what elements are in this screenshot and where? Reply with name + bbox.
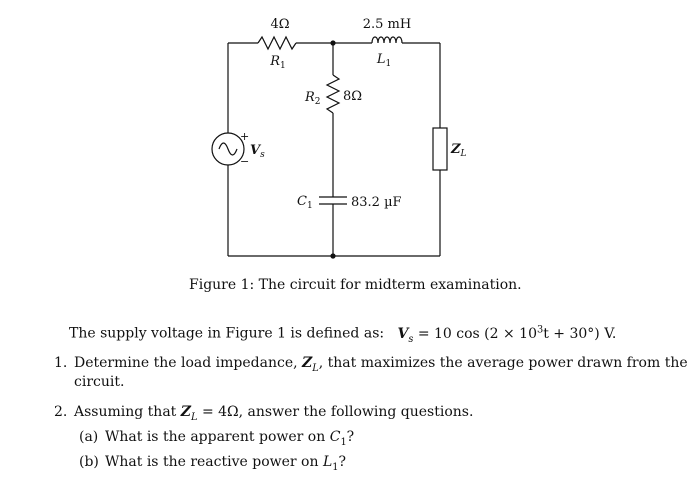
r2-name-label: $R_2$	[305, 90, 321, 107]
q1-line2: circuit.	[74, 374, 125, 390]
qb-label: (b)	[79, 454, 99, 470]
q1-number: 1.	[54, 355, 68, 371]
c1-value-label: 83.2 µF	[351, 195, 402, 210]
c1-name-label: $C_1$	[297, 194, 313, 211]
q1-line1: Determine the load impedance, $Z_L$, that maximizes the average power drawn from the	[74, 355, 688, 374]
qb-text: What is the reactive power on $L_1$?	[105, 454, 346, 473]
intro-prefix: The supply voltage in Figure 1 is defined as:	[69, 325, 385, 342]
vs-name-label: $V_s$	[250, 143, 265, 160]
l1-name-label: $L_1$	[376, 52, 392, 69]
junction-top	[330, 40, 335, 45]
zl-box	[433, 128, 447, 170]
source-sine	[219, 143, 237, 155]
figure-caption: Figure 1: The circuit for midterm examination.	[189, 277, 522, 293]
r1-name-label: $R_1$	[270, 54, 286, 71]
vs-minus-label: −	[240, 155, 250, 168]
intro-line	[69, 324, 616, 344]
l1-inductor	[372, 37, 402, 43]
qa-label: (a)	[79, 429, 99, 445]
zl-name-label: $Z_L$	[451, 142, 467, 159]
r2-value-label: 8Ω	[343, 89, 363, 104]
intro-equation: $V_s = 10$ $\cos (2 \times 10^3t + 30^\circ)$ V.	[397, 324, 617, 345]
r2-resistor	[327, 75, 339, 113]
q2-line: Assuming that $Z_L = 4\Omega$, answer the following questions.	[74, 404, 474, 423]
qa-text: What is the apparent power on $C_1$?	[105, 429, 355, 448]
junction-bottom	[330, 253, 335, 258]
q2-number: 2.	[54, 404, 68, 420]
vs-plus-label: +	[240, 130, 250, 143]
r1-value-label: 4Ω	[270, 17, 290, 32]
r1-resistor	[258, 37, 296, 49]
l1-value-label: 2.5 mH	[362, 17, 412, 32]
